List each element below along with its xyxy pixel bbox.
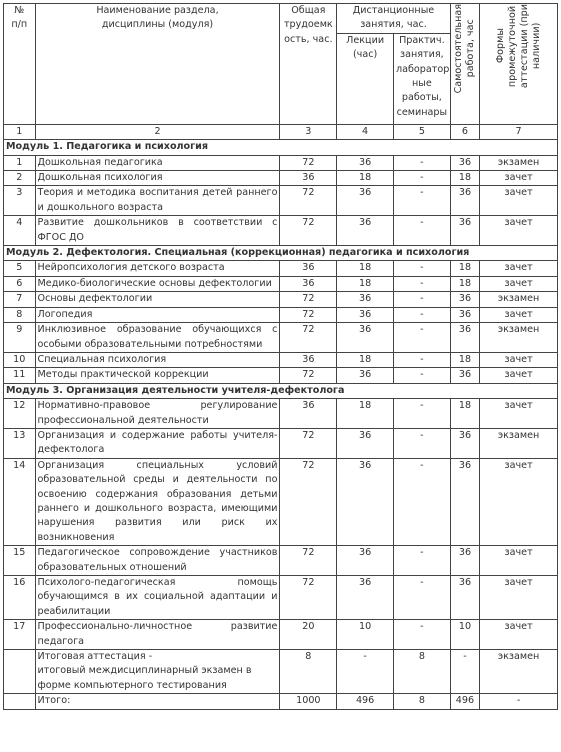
self-study-hours: 36: [450, 368, 479, 383]
lecture-hours: 36: [337, 155, 394, 170]
self-study-hours: 36: [450, 576, 479, 620]
lecture-hours: 36: [337, 216, 394, 246]
discipline-row: [4, 292, 558, 307]
practice-hours: -: [393, 307, 450, 322]
self-study-hours: 18: [450, 276, 479, 291]
final-exam-row: [4, 650, 558, 694]
row-number: 15: [4, 546, 36, 576]
discipline-name: Логопедия: [35, 307, 280, 322]
row-number: 14: [4, 458, 36, 545]
assessment-form: зачет: [480, 216, 558, 246]
self-study-hours: 36: [450, 428, 479, 458]
discipline-row: [4, 216, 558, 246]
totals-empty-cell: [4, 694, 36, 709]
total-hours: 72: [280, 292, 337, 307]
assessment-form: зачет: [480, 261, 558, 276]
assessment-form: зачет: [480, 307, 558, 322]
col-number: 3: [280, 124, 337, 139]
self-study-hours: 36: [450, 458, 479, 545]
row-number: 9: [4, 323, 36, 353]
header-total: Общая трудоемк ость, час.: [280, 4, 337, 125]
totals-total-hours: 1000: [280, 694, 337, 709]
discipline-row: [4, 261, 558, 276]
lecture-hours: 18: [337, 352, 394, 367]
assessment-form: зачет: [480, 399, 558, 429]
discipline-name: Психолого-педагогическая помощь обучающимся в их социальной адаптации и реабилитации: [35, 576, 280, 620]
row-number: [4, 650, 36, 694]
column-number-row: [4, 124, 558, 139]
row-number: 10: [4, 352, 36, 367]
discipline-row: [4, 323, 558, 353]
header-name: Наименование раздела, дисциплины (модуля): [35, 4, 280, 125]
discipline-name: Методы практической коррекции: [35, 368, 280, 383]
row-number: 6: [4, 276, 36, 291]
total-hours: 72: [280, 307, 337, 322]
col-number: 4: [337, 124, 394, 139]
totals-practice-hours: 8: [393, 694, 450, 709]
discipline-row: [4, 307, 558, 322]
lecture-hours: 36: [337, 576, 394, 620]
row-number: 13: [4, 428, 36, 458]
total-hours: 36: [280, 261, 337, 276]
discipline-row: [4, 458, 558, 545]
discipline-name: Инклюзивное образование обучающихся с особыми образовательными потребностями: [35, 323, 280, 353]
row-number: 1: [4, 155, 36, 170]
discipline-row: [4, 368, 558, 383]
discipline-name: Организация специальных условий образовательной среды и деятельности по освоению содержания образования детьми раннего и дошкольного возраста, имеющими нарушения развития или риск их возникновения: [35, 458, 280, 545]
lecture-hours: 36: [337, 368, 394, 383]
discipline-name: Педагогическое сопровождение участников образовательных отношений: [35, 546, 280, 576]
practice-hours: -: [393, 171, 450, 186]
discipline-row: [4, 352, 558, 367]
self-study-hours: 36: [450, 186, 479, 216]
total-hours: 72: [280, 428, 337, 458]
assessment-form: зачет: [480, 576, 558, 620]
lecture-hours: 36: [337, 307, 394, 322]
col-number: 1: [4, 124, 36, 139]
total-hours: 72: [280, 576, 337, 620]
total-hours: 72: [280, 458, 337, 545]
assessment-form: зачет: [480, 620, 558, 650]
header-self-study: Самостоятельная работа, час: [450, 4, 479, 125]
discipline-row: [4, 186, 558, 216]
header-distance: Дистанционные занятия, час.: [337, 4, 451, 34]
row-number: 7: [4, 292, 36, 307]
module-title: Модуль 2. Дефектология. Специальная (коррекционная) педагогика и психология: [4, 246, 558, 261]
totals-lecture-hours: 496: [337, 694, 394, 709]
assessment-form: экзамен: [480, 292, 558, 307]
assessment-form: зачет: [480, 352, 558, 367]
row-number: 8: [4, 307, 36, 322]
total-hours: 72: [280, 216, 337, 246]
discipline-name: Медико-биологические основы дефектологии: [35, 276, 280, 291]
practice-hours: -: [393, 216, 450, 246]
total-hours: 72: [280, 368, 337, 383]
lecture-hours: 18: [337, 171, 394, 186]
discipline-name: Нейропсихология детского возраста: [35, 261, 280, 276]
practice-hours: -: [393, 458, 450, 545]
module-row: [4, 140, 558, 155]
self-study-hours: 10: [450, 620, 479, 650]
totals-label: Итого:: [35, 694, 280, 709]
header-num: № п/п: [4, 4, 36, 125]
discipline-name: Организация и содержание работы учителя-дефектолога: [35, 428, 280, 458]
total-hours: 36: [280, 352, 337, 367]
discipline-name: Теория и методика воспитания детей раннего и дошкольного возраста: [35, 186, 280, 216]
self-study-hours: 18: [450, 399, 479, 429]
col-number: 7: [480, 124, 558, 139]
self-study-hours: 36: [450, 216, 479, 246]
practice-hours: -: [393, 546, 450, 576]
lecture-hours: 10: [337, 620, 394, 650]
module-title: Модуль 1. Педагогика и психология: [4, 140, 558, 155]
assessment-form: экзамен: [480, 323, 558, 353]
totals-self-study-hours: 496: [450, 694, 479, 709]
lecture-hours: 36: [337, 428, 394, 458]
row-number: 2: [4, 171, 36, 186]
self-study-hours: 36: [450, 546, 479, 576]
practice-hours: -: [393, 368, 450, 383]
discipline-row: [4, 399, 558, 429]
lecture-hours: -: [337, 650, 394, 694]
discipline-name: Итоговая аттестация - итоговый междисциплинарный экзамен в форме компьютерного тестирования: [35, 650, 280, 694]
practice-hours: -: [393, 576, 450, 620]
discipline-name: Основы дефектологии: [35, 292, 280, 307]
total-hours: 72: [280, 323, 337, 353]
discipline-name: Специальная психология: [35, 352, 280, 367]
lecture-hours: 36: [337, 458, 394, 545]
header-lectures: Лекции (час): [337, 33, 394, 124]
discipline-row: [4, 171, 558, 186]
self-study-hours: 18: [450, 261, 479, 276]
lecture-hours: 36: [337, 292, 394, 307]
practice-hours: -: [393, 428, 450, 458]
practice-hours: 8: [393, 650, 450, 694]
lecture-hours: 36: [337, 186, 394, 216]
practice-hours: -: [393, 292, 450, 307]
total-hours: 20: [280, 620, 337, 650]
self-study-hours: 36: [450, 155, 479, 170]
discipline-row: [4, 276, 558, 291]
self-study-hours: 18: [450, 171, 479, 186]
assessment-form: зачет: [480, 276, 558, 291]
self-study-hours: 36: [450, 307, 479, 322]
header-forms: Формы промежуточной аттестации (при наличии): [480, 4, 558, 125]
col-number: 2: [35, 124, 280, 139]
header-row: [4, 4, 558, 34]
assessment-form: зачет: [480, 186, 558, 216]
practice-hours: -: [393, 261, 450, 276]
discipline-name: Нормативно-правовое регулирование профессиональной деятельности: [35, 399, 280, 429]
assessment-form: зачет: [480, 171, 558, 186]
practice-hours: -: [393, 186, 450, 216]
practice-hours: -: [393, 399, 450, 429]
row-number: 16: [4, 576, 36, 620]
header-practice: Практич. занятия, лаборатор ные работы, семинары: [393, 33, 450, 124]
total-hours: 36: [280, 276, 337, 291]
row-number: 3: [4, 186, 36, 216]
row-number: 4: [4, 216, 36, 246]
total-hours: 36: [280, 171, 337, 186]
module-row: [4, 383, 558, 398]
lecture-hours: 18: [337, 261, 394, 276]
practice-hours: -: [393, 276, 450, 291]
total-hours: 72: [280, 186, 337, 216]
assessment-form: экзамен: [480, 428, 558, 458]
lecture-hours: 36: [337, 323, 394, 353]
discipline-name: Развитие дошкольников в соответствии с ФГОС ДО: [35, 216, 280, 246]
total-hours: 36: [280, 399, 337, 429]
lecture-hours: 18: [337, 276, 394, 291]
total-hours: 8: [280, 650, 337, 694]
self-study-hours: 36: [450, 323, 479, 353]
assessment-form: экзамен: [480, 650, 558, 694]
discipline-name: Профессионально-личностное развитие педагога: [35, 620, 280, 650]
row-number: 12: [4, 399, 36, 429]
practice-hours: -: [393, 155, 450, 170]
lecture-hours: 18: [337, 399, 394, 429]
assessment-form: зачет: [480, 546, 558, 576]
lecture-hours: 36: [337, 546, 394, 576]
discipline-row: [4, 620, 558, 650]
assessment-form: зачет: [480, 368, 558, 383]
totals-row: [4, 694, 558, 709]
self-study-hours: -: [450, 650, 479, 694]
totals-assessment-form: -: [480, 694, 558, 709]
row-number: 17: [4, 620, 36, 650]
assessment-form: зачет: [480, 458, 558, 545]
col-number: 5: [393, 124, 450, 139]
curriculum-table: [3, 3, 558, 710]
row-number: 11: [4, 368, 36, 383]
discipline-row: [4, 155, 558, 170]
discipline-row: [4, 546, 558, 576]
discipline-row: [4, 576, 558, 620]
practice-hours: -: [393, 323, 450, 353]
discipline-row: [4, 428, 558, 458]
discipline-name: Дошкольная педагогика: [35, 155, 280, 170]
total-hours: 72: [280, 546, 337, 576]
col-number: 6: [450, 124, 479, 139]
self-study-hours: 36: [450, 292, 479, 307]
practice-hours: -: [393, 620, 450, 650]
module-row: [4, 246, 558, 261]
module-title: Модуль 3. Организация деятельности учителя-дефектолога: [4, 383, 558, 398]
row-number: 5: [4, 261, 36, 276]
assessment-form: экзамен: [480, 155, 558, 170]
total-hours: 72: [280, 155, 337, 170]
discipline-name: Дошкольная психология: [35, 171, 280, 186]
self-study-hours: 18: [450, 352, 479, 367]
practice-hours: -: [393, 352, 450, 367]
